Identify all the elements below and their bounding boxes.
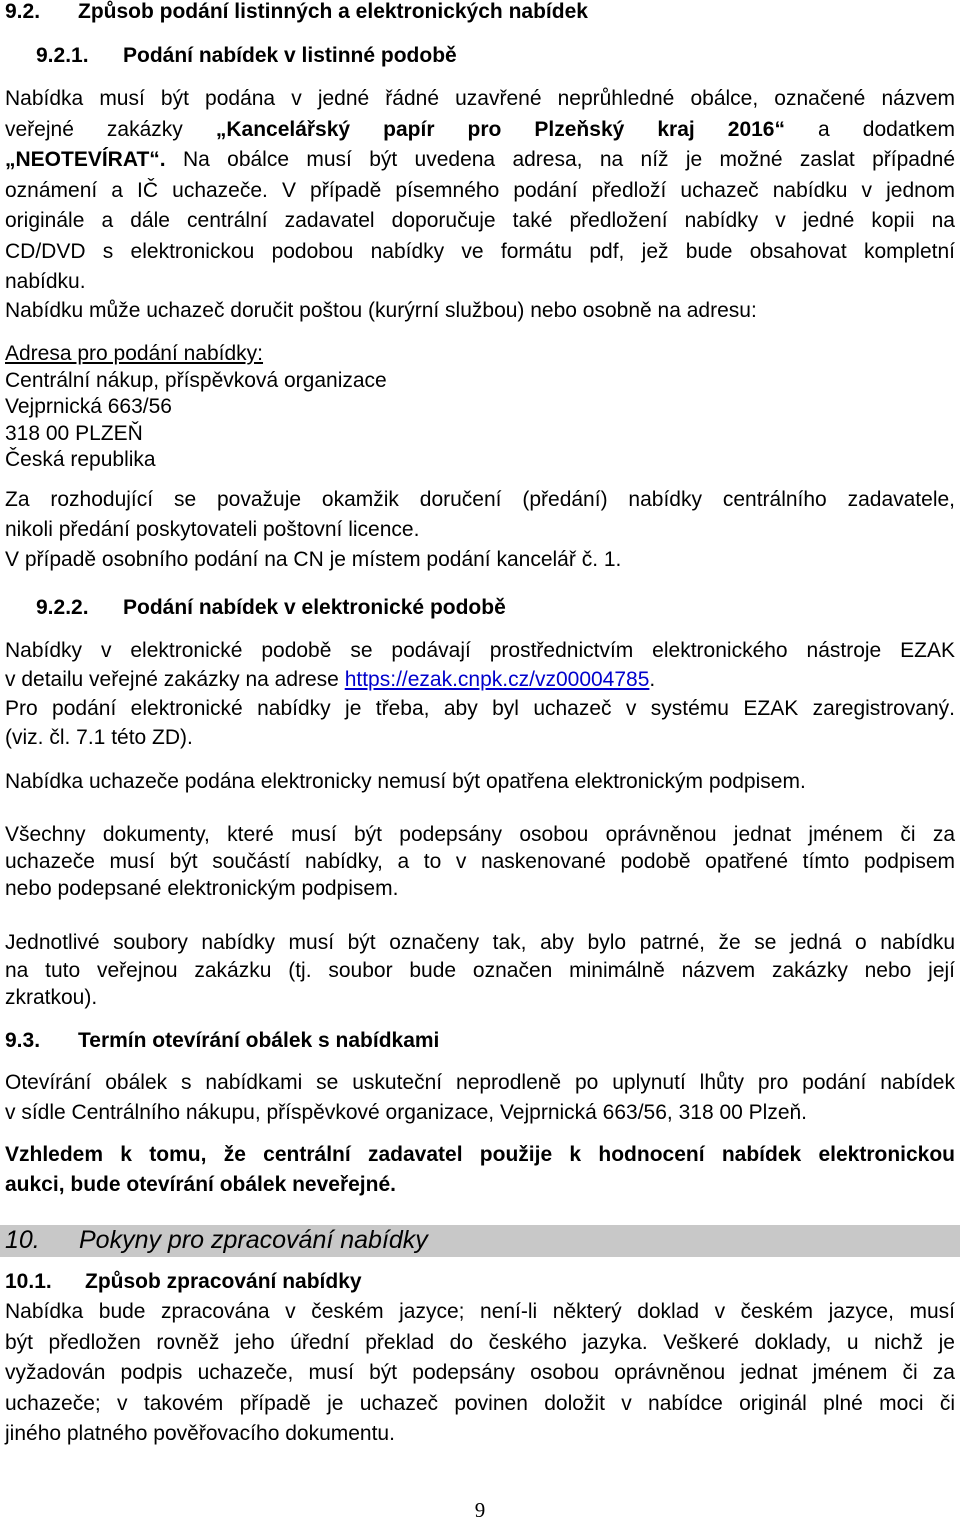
text-line: originále a dále centrální zadavatel doporučuje také předložení nabídky v jedné kopii na — [5, 209, 955, 232]
text-line: (viz. čl. 7.1 této ZD). — [5, 726, 193, 749]
section-9-2-2-title: Podání nabídek v elektronické podobě — [123, 596, 506, 619]
text-line: v sídle Centrálního nákupu, příspěvkové organizace, Vejprnická 663/56, 318 00 Plzeň. — [5, 1101, 808, 1124]
section-10-1-number: 10.1. — [5, 1270, 52, 1293]
text-line: Otevírání obálek s nabídkami se uskuteční neprodleně po uplynutí lhůty pro podání nabídek — [5, 1071, 955, 1094]
text-line: Všechny dokumenty, které musí být podepsány osobou oprávněnou jednat jménem či za — [5, 823, 955, 846]
ezak-link[interactable]: https://ezak.cnpk.cz/vz00004785 — [344, 668, 650, 691]
text-line: být předložen rovněž jeho úřední překlad do českého jazyka. Veškeré doklady, u nichž je — [5, 1330, 955, 1354]
section-9-2-1-title: Podání nabídek v listinné podobě — [123, 44, 457, 67]
section-10-1-title: Způsob zpracování nabídky — [85, 1270, 362, 1293]
paragraph-soubory — [5, 929, 955, 1012]
text-line: aukci, bude otevírání obálek neveřejné. — [5, 1173, 396, 1196]
paragraph-elektronicka — [5, 636, 955, 752]
section-9-3-number: 9.3. — [5, 1029, 41, 1052]
text-line: CD/DVD s elektronickou podobou nabídky ve formátu pdf, jež bude obsahovat kompletní — [5, 239, 955, 263]
neotevirat-label: „NEOTEVÍRAT“. — [5, 148, 166, 171]
paragraph-aukce — [5, 1140, 955, 1200]
address-line: Centrální nákup, příspěvková organizace — [5, 368, 387, 392]
section-10-title: Pokyny pro zpracování nabídky — [79, 1226, 428, 1254]
text-line: nabídku. — [5, 270, 86, 293]
section-9-3-title: Termín otevírání obálek s nabídkami — [78, 1029, 440, 1052]
text-line: v detailu veřejné zakázky na adrese https://ezak.cnpk.cz/vz00004785. — [5, 668, 656, 691]
text-line: Jednotlivé soubory nabídky musí být označeny tak, aby bylo patrné, že se jedná o nabídku — [5, 931, 955, 954]
text-line: jiného platného pověřovacího dokumentu. — [5, 1422, 395, 1445]
text-line: veřejné zakázky „Kancelářský papír pro Plzeňský kraj 2016“ a dodatkem — [5, 117, 955, 141]
section-9-2-number: 9.2. — [5, 0, 41, 23]
text-line: Nabídky v elektronické podobě se podávají prostřednictvím elektronického nástroje EZAK — [5, 639, 955, 662]
text-line: Za rozhodující se považuje okamžik doručení (předání) nabídky centrálního zadavatele, — [5, 488, 955, 511]
text-line: na tuto veřejnou zakázku (tj. soubor bude označen minimálně názvem zakázky nebo její — [5, 958, 955, 982]
text-line: zkratkou). — [5, 986, 98, 1009]
text-line: nikoli předání poskytovateli poštovní licence. — [5, 518, 420, 541]
address-line: Česká republika — [5, 448, 156, 471]
address-block — [5, 341, 955, 474]
section-10-number: 10. — [5, 1226, 40, 1254]
text-line: uchazeče musí být součástí nabídky, a to v naskenované podobě opatřené tímto podpisem — [5, 850, 955, 873]
address-line: Vejprnická 663/56 — [5, 395, 172, 418]
text-line: Nabídka musí být podána v jedné řádné uzavřené neprůhledné obálce, označené názvem — [5, 87, 955, 110]
section-9-2-2-number: 9.2.2. — [36, 596, 89, 619]
text-line: nebo podepsané elektronickým podpisem. — [5, 877, 399, 900]
text-line: „NEOTEVÍRAT“. Na obálce musí být uvedena adresa, na níž je možné zaslat případné — [5, 148, 955, 171]
section-10-heading-bar — [0, 1225, 960, 1257]
tender-name: „Kancelářský papír pro Plzeňský kraj 2016“ — [215, 117, 785, 141]
address-line: 318 00 PLZEŇ — [5, 421, 143, 445]
page-number: 9 — [474, 1498, 486, 1522]
section-9-2-title: Způsob podání listinných a elektronických nabídek — [78, 0, 588, 23]
paragraph-otevirani — [5, 1068, 955, 1128]
paragraph-dokumenty — [5, 821, 955, 902]
section-9-2-1-number: 9.2.1. — [36, 44, 89, 67]
text-line: Pro podání elektronické nabídky je třeba, aby byl uchazeč v systému EZAK zaregistrovaný. — [5, 697, 955, 720]
text-line: Nabídka bude zpracována v českém jazyce; není-li některý doklad v českém jazyce, musí — [5, 1300, 955, 1323]
address-label: Adresa pro podání nabídky: — [5, 342, 264, 365]
paragraph-listinna-podoba — [5, 84, 955, 298]
paragraph-jazyk — [5, 1297, 955, 1450]
paragraph-doruceni: Nabídku může uchazeč doručit poštou (kurýrní službou) nebo osobně na adresu: — [5, 299, 757, 322]
paragraph-rozhodujici — [5, 485, 955, 575]
text-line: V případě osobního podání na CN je místem podání kancelář č. 1. — [5, 548, 622, 571]
text-line: Vzhledem k tomu, že centrální zadavatel použije k hodnocení nabídek elektronickou — [5, 1143, 955, 1166]
text-line: uchazeče; v takovém případě je uchazeč povinen doložit v nabídce originál plné moci či — [5, 1391, 955, 1415]
text-line: vyžadován podpis uchazeče, musí být podepsány osobou oprávněnou jednat jménem či za — [5, 1361, 955, 1384]
paragraph-podpis: Nabídka uchazeče podána elektronicky nemusí být opatřena elektronickým podpisem. — [5, 770, 806, 793]
text-line: oznámení a IČ uchazeče. V případě písemného podání předloží uchazeč nabídku v jednom — [5, 178, 955, 202]
